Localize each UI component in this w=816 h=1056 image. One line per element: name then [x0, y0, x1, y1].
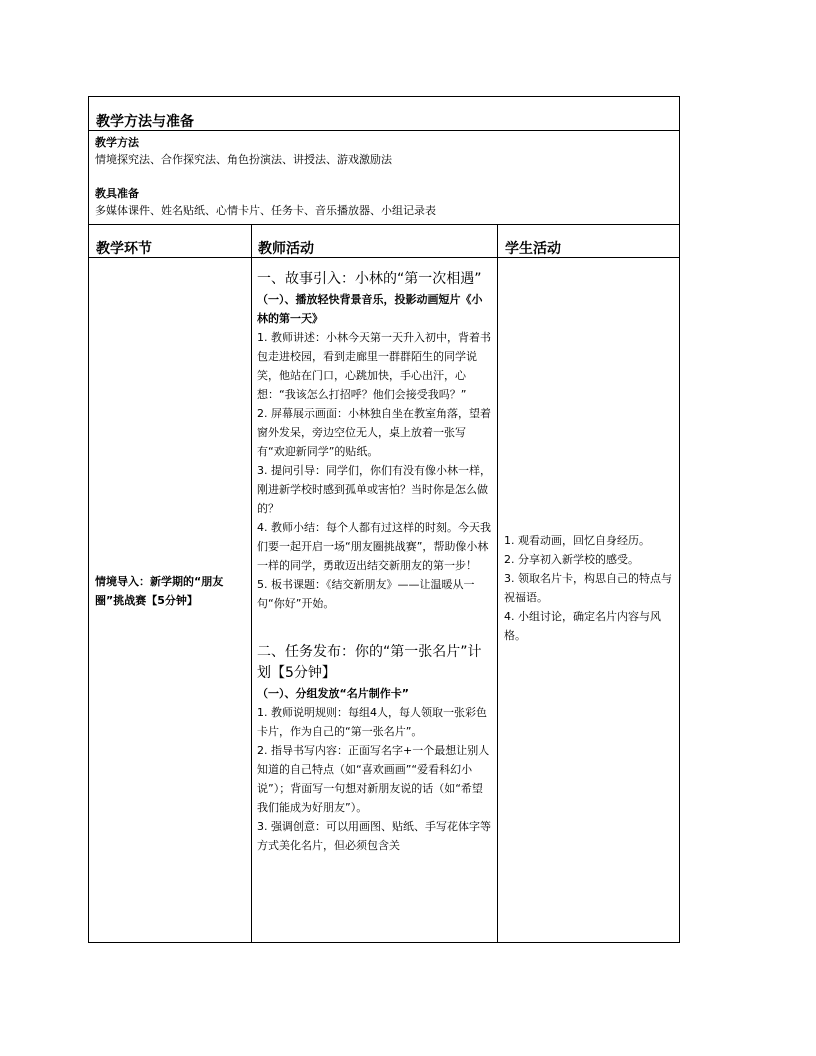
list-item: 1. 教师说明规则：每组4人，每人领取一张彩色卡片，作为自己的“第一张名片”。 [257, 706, 487, 738]
list-item: 4. 教师小结：每个人都有过这样的时刻。今天我们要一起开启一场“朋友圈挑战赛”，帮助像小林一样的同学，勇敢迈出结交新朋友的第一步！ [257, 521, 491, 572]
list-item: 2. 指导书写内容：正面写名字+一个最想让别人知道的自己特点（如“喜欢画画”“爱看科幻小说”）；背面写一句想对新朋友说的话（如“希望我们能成为好朋友”）。 [257, 744, 490, 814]
header-stage: 教学环节 [96, 241, 152, 257]
list-item: 1. 教师讲述：小林今天第一天升入初中，背着书包走进校园，看到走廊里一群群陌生的同学说笑，他站在门口，心跳加快，手心出汗，心想：“我该怎么打招呼？他们会接受我吗？” [257, 331, 491, 401]
section-title: 教学方法与准备 [89, 97, 679, 131]
methods-cell [89, 131, 679, 225]
list-item: 4. 小组讨论，确定名片内容与风格。 [504, 610, 661, 642]
methods-text: 情境探究法、合作探究法、角色扮演法、讲授法、游戏激励法 [95, 153, 392, 166]
tools-text: 多媒体课件、姓名贴纸、心情卡片、任务卡、音乐播放器、小组记录表 [95, 204, 436, 217]
methods-heading: 教学方法 [95, 136, 139, 149]
list-item: 2. 分享初入新学校的感受。 [504, 553, 639, 566]
tools-heading: 教具准备 [95, 187, 139, 200]
list-item: 3. 强调创意：可以用画图、贴纸、手写花体字等方式美化名片，但必须包含关 [257, 820, 491, 852]
list-item: 3. 提问引导：同学们，你们有没有像小林一样，刚进新学校时感到孤单或害怕？当时你是怎么做的？ [257, 464, 491, 515]
lesson-plan-table [88, 96, 680, 943]
teacher-cell [257, 269, 493, 855]
list-item: 3. 领取名片卡，构思自己的特点与祝福语。 [504, 572, 672, 604]
list-item: 5. 板书课题：《结交新朋友》——让温暖从一句“你好”开始。 [257, 578, 475, 610]
part2-title: 二、任务发布：你的“第一张名片”计划【5分钟】 [257, 644, 482, 681]
list-item: 2. 屏幕展示画面：小林独自坐在教室角落，望着窗外发呆，旁边空位无人，桌上放着一张写有“欢迎新同学”的贴纸。 [257, 407, 491, 458]
student-cell [504, 531, 672, 645]
header-teacher: 教师活动 [258, 241, 314, 257]
list-item: 1. 观看动画，回忆自身经历。 [504, 534, 650, 547]
column-divider [251, 225, 252, 942]
header-student: 学生活动 [505, 241, 561, 257]
column-divider [497, 225, 498, 942]
part1-subtitle: （一）、播放轻快背景音乐，投影动画短片《小林的第一天》 [257, 293, 483, 325]
part1-title: 一、故事引入：小林的“第一次相遇” [257, 271, 482, 287]
table-header-row [89, 225, 679, 258]
stage-cell: 情境导入：新学期的“朋友圈”挑战赛【5分钟】 [95, 575, 224, 607]
part2-subtitle: （一）、分组发放“名片制作卡” [257, 687, 409, 700]
